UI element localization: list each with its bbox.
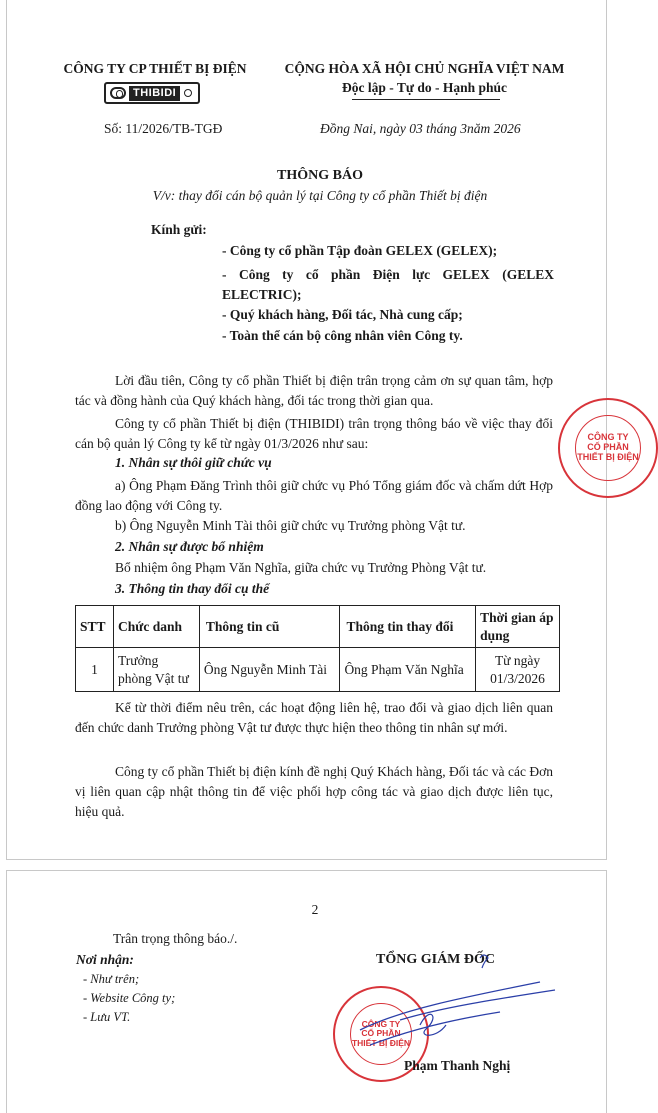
footer-recipient-item: - Như trên; xyxy=(83,972,140,986)
thibidi-logo xyxy=(104,82,200,104)
col-header-title: Chức danh xyxy=(113,606,199,648)
stamp-line1: CÔNG TY xyxy=(361,1018,401,1029)
recipient-item: - Công ty cổ phần Điện lực GELEX (GELEX ELECTRIC); xyxy=(222,267,554,302)
recipient-item: - Quý khách hàng, Đối tác, Nhà cung cấp; xyxy=(222,307,463,322)
col-header-new-info: Thông tin thay đổi xyxy=(340,606,476,648)
table-header-row xyxy=(76,606,560,648)
nation-motto: Độc lập - Tự do - Hạnh phúc xyxy=(341,80,508,95)
cell-title: Trưởng phòng Vật tư xyxy=(113,648,199,692)
cell-stt: 1 xyxy=(76,648,114,692)
col-header-stt: STT xyxy=(76,606,114,648)
nation-title: CỘNG HÒA XÃ HỘI CHỦ NGHĨA VIỆT NAM xyxy=(284,61,565,76)
place-date: Đồng Nai, ngày 03 tháng 3năm 2026 xyxy=(320,121,521,136)
motto-underline xyxy=(352,99,500,100)
recipients-label: Kính gửi: xyxy=(151,222,207,237)
announcement-paragraph: Công ty cổ phần Thiết bị điện (THIBIDI) trân trọng thông báo về việc thay đổi cán bộ quản lý Công ty kể từ ngày 01/3/2026 như sau: xyxy=(75,416,553,451)
section-1-item-b: b) Ông Nguyễn Minh Tài thôi giữ chức vụ Trưởng phòng Vật tư. xyxy=(115,518,466,533)
section-2-title: 2. Nhân sự được bổ nhiệm xyxy=(115,539,264,554)
change-info-table xyxy=(75,605,560,692)
recipient-item: - Toàn thể cán bộ công nhân viên Công ty. xyxy=(222,328,463,343)
logo-ring-icon xyxy=(110,87,126,99)
section-1-item-a: a) Ông Phạm Đăng Trình thôi giữ chức vụ Phó Tổng giám đốc và chấm dứt Hợp đồng lao động với Công ty. xyxy=(75,478,553,513)
document-subject: V/v: thay đổi cán bộ quản lý tại Công ty cổ phần Thiết bị điện xyxy=(152,188,488,203)
recipients-footer-label: Nơi nhận: xyxy=(76,952,134,967)
stamp-line2: CỔ PHẦN xyxy=(587,442,629,453)
footer-recipient-item: - Lưu VT. xyxy=(83,1010,131,1024)
stamp-line1: CÔNG TY xyxy=(587,432,629,443)
signature-icon xyxy=(340,950,580,1070)
col-header-effective-time: Thời gian áp dụng xyxy=(476,606,560,648)
request-paragraph: Công ty cổ phần Thiết bị điện kính đề nghị Quý Khách hàng, Đối tác và các Đơn vị liên quan cập nhật thông tin để việc phối hợp công tác và giao dịch được liên tục, hiệu quả. xyxy=(75,764,553,819)
section-2-text: Bổ nhiệm ông Phạm Văn Nghĩa, giữa chức vụ Trưởng Phòng Vật tư. xyxy=(115,560,487,575)
signer-title: TỔNG GIÁM ĐỐC xyxy=(376,952,495,967)
document-title: THÔNG BÁO xyxy=(277,168,363,183)
cell-old-info: Ông Nguyễn Minh Tài xyxy=(199,648,340,692)
company-stamp-partial xyxy=(558,398,658,498)
footer-recipient-item: - Website Công ty; xyxy=(83,991,176,1005)
page-number: 2 xyxy=(311,902,319,917)
document-number: Số: 11/2026/TB-TGĐ xyxy=(104,121,223,136)
stamp-line3: THIẾT BỊ ĐIỆN xyxy=(351,1037,411,1048)
intro-paragraph: Lời đầu tiên, Công ty cổ phần Thiết bị điện trân trọng cảm ơn sự quan tâm, hợp tác và đồng hành của Quý khách hàng, đối tác trong thời gian qua. xyxy=(75,373,553,408)
logo-text: THIBIDI xyxy=(129,86,180,101)
table-row xyxy=(76,648,560,692)
closing-line: Trân trọng thông báo./. xyxy=(113,931,238,946)
page-gap xyxy=(0,860,613,870)
section-1-title: 1. Nhân sự thôi giữ chức vụ xyxy=(115,455,272,470)
logo-dot-icon xyxy=(184,89,192,97)
cell-new-info: Ông Phạm Văn Nghĩa xyxy=(340,648,476,692)
stamp-line3: THIẾT BỊ ĐIỆN xyxy=(577,451,639,462)
section-3-title: 3. Thông tin thay đổi cụ thể xyxy=(115,581,270,596)
signer-name: Phạm Thanh Nghị xyxy=(404,1058,511,1073)
cell-effective-time: Từ ngày 01/3/2026 xyxy=(476,648,560,692)
recipient-item: - Công ty cổ phần Tập đoàn GELEX (GELEX); xyxy=(222,243,498,258)
company-name: CÔNG TY CP THIẾT BỊ ĐIỆN xyxy=(63,61,247,76)
stamp-line2: CỔ PHẦN xyxy=(361,1028,401,1039)
effect-paragraph: Kể từ thời điểm nêu trên, các hoạt động liên hệ, trao đổi và giao dịch liên quan đến chức danh Trưởng phòng Vật tư được thực hiện theo thông tin nhân sự mới. xyxy=(75,700,553,735)
col-header-old-info: Thông tin cũ xyxy=(199,606,340,648)
